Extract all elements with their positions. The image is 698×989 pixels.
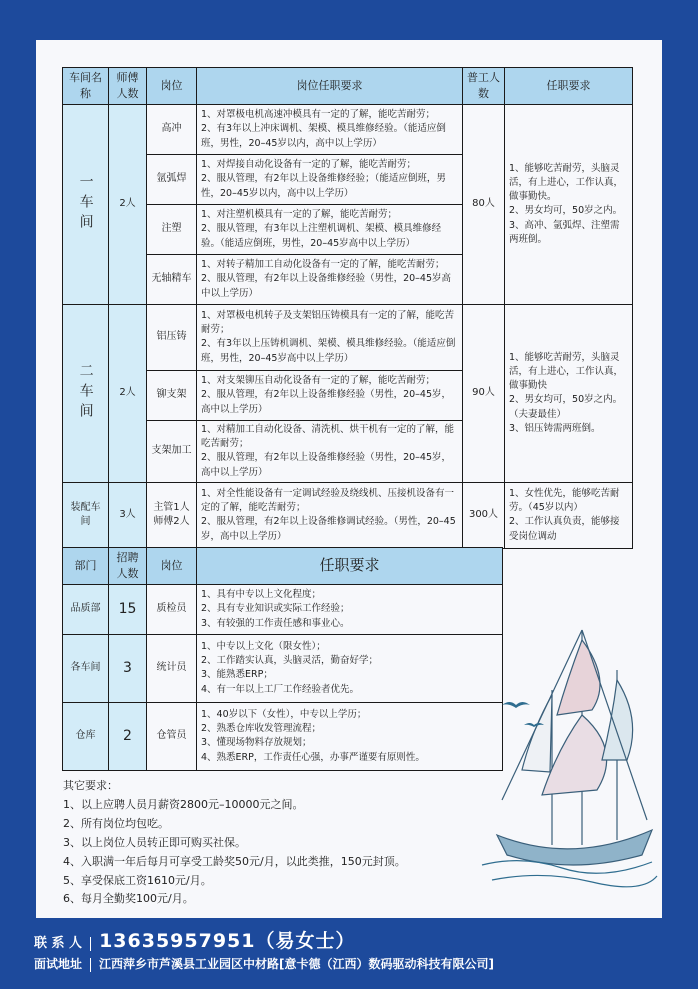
header-requirements: 任职要求: [197, 548, 503, 585]
contact-phone[interactable]: 13635957951（易女士）: [99, 930, 356, 952]
workshop-table: [62, 67, 633, 549]
address-line: [34, 955, 494, 972]
dept-name: 仓库: [63, 702, 109, 770]
note-item: 3、以上岗位人员转正即可购买社保。: [63, 835, 246, 849]
address-label: 面试地址: [34, 957, 83, 971]
workshop-requirements: 1、能够吃苦耐劳，头脑灵活，有上进心，工作认真，做事勤快。 2、男女均可，50岁之内。 3、高冲、氩弧焊、注塑需两班倒。: [505, 104, 633, 304]
post-name: 支架加工: [147, 420, 197, 482]
post-name: 氩弧焊: [147, 154, 197, 204]
workshop-workers: 90人: [463, 304, 505, 482]
post-requirement: 1、对精加工自动化设备、清洗机、烘干机有一定的了解，能吃苦耐劳； 2、服从管理，有2年以上设备维修经验（男性，20–45岁，高中以上学历）: [197, 420, 463, 482]
header-dept: 部门: [63, 548, 109, 585]
dept-name: 品质部: [63, 584, 109, 634]
dept-requirement: 1、40岁以下（女性），中专以上学历； 2、熟悉仓库收发管理流程； 3、懂现场物料存放规划； 4、熟悉ERP，工作责任心强，办事严谨要有原则性。: [197, 702, 503, 770]
post-name: 铆支架: [147, 370, 197, 420]
workshop-masters: 2人: [109, 104, 147, 304]
post-requirement: 1、对罩极电机转子及支架铝压铸模具有一定的了解，能吃苦耐劳； 2、有3年以上压铸机调机、架模、模具维修经验。（能适应倒班，男性，20–45岁高中以上学历）: [197, 304, 463, 370]
workshop-masters: 3人: [109, 482, 147, 548]
note-item: 5、享受保底工资1610元/月。: [63, 873, 212, 887]
post-name: 注塑: [147, 204, 197, 254]
contact-label: 联 系 人: [34, 936, 83, 951]
post-name: 铝压铸: [147, 304, 197, 370]
note-item: 2、所有岗位均包吃。: [63, 816, 169, 830]
post-name: 无轴精车: [147, 254, 197, 304]
header-post: 岗位: [147, 548, 197, 585]
header-workers: 普工人数: [463, 68, 505, 105]
post-requirement: 1、对罩极电机高速冲模具有一定的了解，能吃苦耐劳； 2、有3年以上冲床调机、架模、模具维修经验。（能适应倒班，男性，20–45岁以内，高中以上学历）: [197, 104, 463, 154]
note-item: 4、入职满一年后每月可享受工龄奖50元/月，以此类推，150元封顶。: [63, 854, 406, 868]
header-workshop: 车间名称: [63, 68, 109, 105]
post-requirement: 1、对支架铆压自动化设备有一定的了解，能吃苦耐劳； 2、服从管理，有2年以上设备维修经验（男性，20–45岁，高中以上学历）: [197, 370, 463, 420]
post-requirement: 1、对焊接自动化设备有一定的了解，能吃苦耐劳； 2、服从管理，有2年以上设备维修经验；（能适应倒班，男性，20–45岁以内，高中以上学历）: [197, 154, 463, 204]
workshop-workers: 80人: [463, 104, 505, 304]
dept-requirement: 1、具有中专以上文化程度； 2、具有专业知识或实际工作经验； 3、有较强的工作责任感和事业心。: [197, 584, 503, 634]
header-requirements: 任职要求: [505, 68, 633, 105]
workshop-name: 一车间: [63, 104, 109, 304]
workshop-requirements: 1、能够吃苦耐劳，头脑灵活，有上进心，工作认真，做事勤快 2、男女均可，50岁之内。（夫妻最佳） 3、铝压铸需两班倒。: [505, 304, 633, 482]
header-count: 招聘人数: [109, 548, 147, 585]
dept-post: 统计员: [147, 634, 197, 702]
address-text: 江西萍乡市芦溪县工业园区中材路[意卡德（江西）数码驱动科技有限公司]: [99, 957, 494, 971]
workshop-workers: 300人: [463, 482, 505, 548]
dept-count: 15: [109, 584, 147, 634]
other-requirements: [63, 777, 406, 909]
post-name: 主管1人 师傅2人: [147, 482, 197, 548]
workshop-name: 二车间: [63, 304, 109, 482]
post-requirement: 1、对转子精加工自动化设备有一定的了解，能吃苦耐劳； 2、服从管理，有2年以上设备维修经验（男性，20–45岁高中以上学历）: [197, 254, 463, 304]
post-requirement: 1、对全性能设备有一定调试经验及绕线机、压接机设备有一定的了解，能吃苦耐劳； 2、服从管理，有2年以上设备维修调试经验。（男性，20–45岁，高中以上学历）: [197, 482, 463, 548]
dept-count: 3: [109, 634, 147, 702]
contact-line: [34, 926, 356, 953]
dept-requirement: 1、中专以上文化（限女性）； 2、工作踏实认真，头脑灵活，勤奋好学； 3、能熟悉ERP； 4、有一年以上工厂工作经验者优先。: [197, 634, 503, 702]
sailing-ship-illustration: [462, 600, 662, 900]
post-requirement: 1、对注塑机模具有一定的了解，能吃苦耐劳； 2、服从管理，有3年以上注塑机调机、架模、模具维修经验。（能适应倒班，男性，20–45岁高中以上学历）: [197, 204, 463, 254]
header-post: 岗位: [147, 68, 197, 105]
department-table: [62, 547, 503, 771]
header-masters: 师傅人数: [109, 68, 147, 105]
workshop-requirements: 1、女性优先，能够吃苦耐劳。（45岁以内） 2、工作认真负责，能够接受岗位调动: [505, 482, 633, 548]
dept-post: 质检员: [147, 584, 197, 634]
header-post-requirements: 岗位任职要求: [197, 68, 463, 105]
notes-title: 其它要求：: [63, 779, 118, 792]
note-item: 1、以上应聘人员月薪资2800元–10000元之间。: [63, 797, 304, 811]
dept-count: 2: [109, 702, 147, 770]
dept-name: 各车间: [63, 634, 109, 702]
dept-post: 仓管员: [147, 702, 197, 770]
workshop-masters: 2人: [109, 304, 147, 482]
note-item: 6、每月全勤奖100元/月。: [63, 892, 194, 906]
post-name: 高冲: [147, 104, 197, 154]
workshop-name: 装配车间: [63, 482, 109, 548]
